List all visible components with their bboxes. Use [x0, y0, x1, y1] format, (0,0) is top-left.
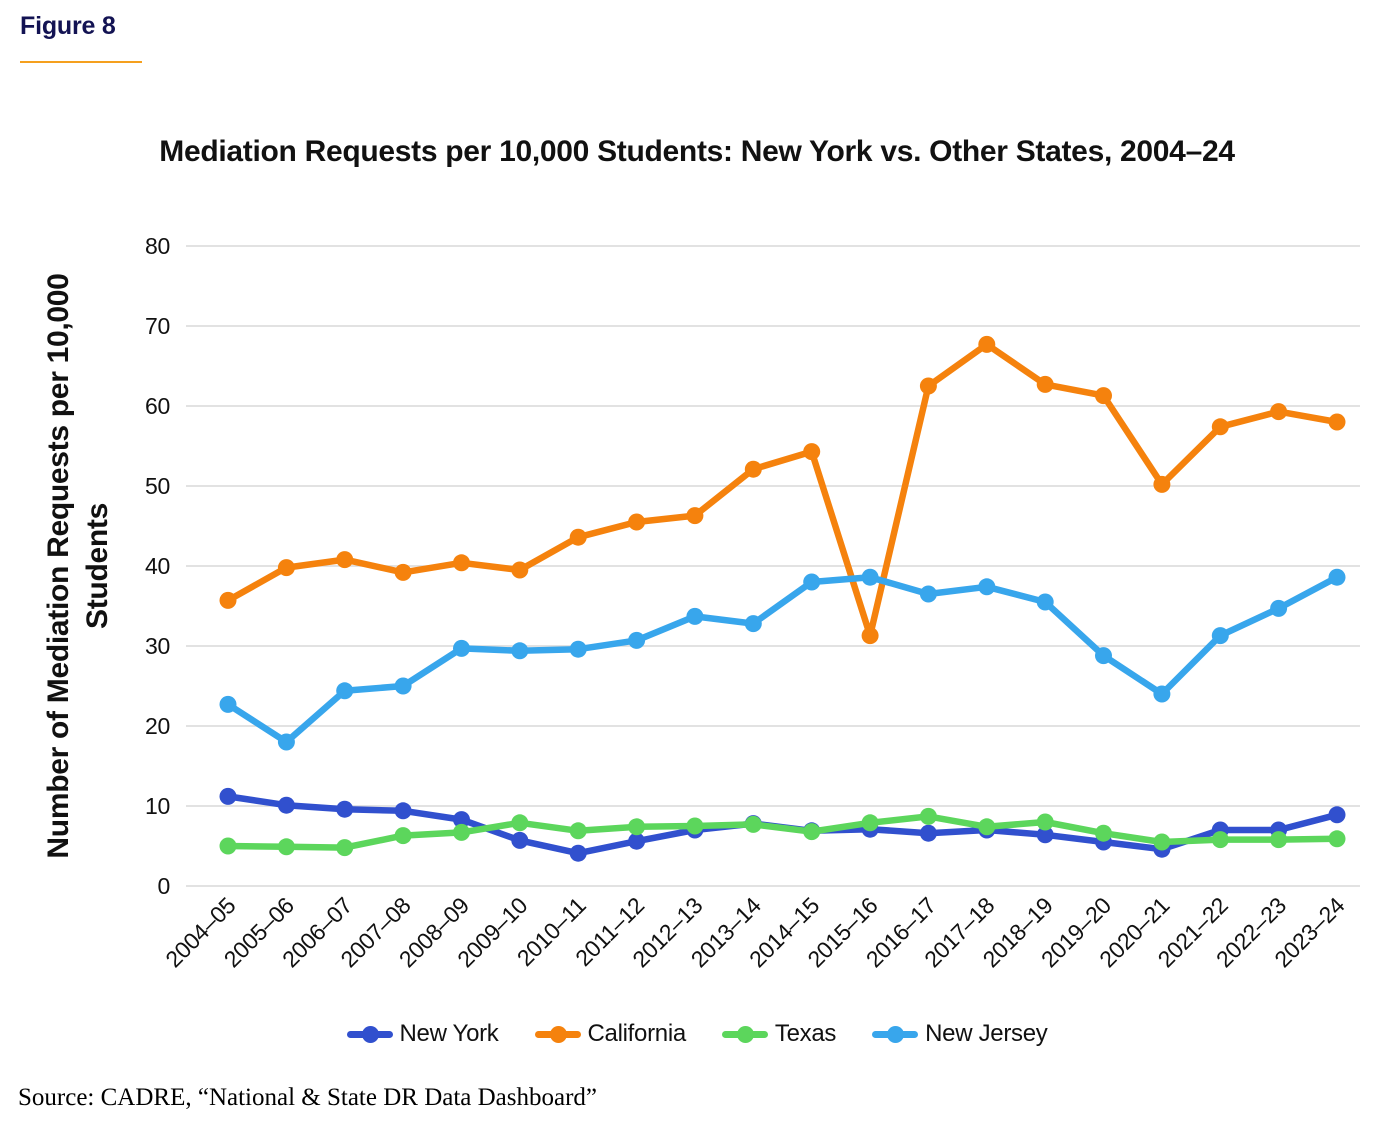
data-point-california-2: [336, 551, 353, 568]
data-point-california-17: [1212, 418, 1229, 435]
source-note: Source: CADRE, “National & State DR Data Dashboard”: [18, 1084, 598, 1111]
y-axis-title: Number of Mediation Requests per 10,000 Students: [42, 273, 114, 859]
series-line-texas: [228, 816, 1337, 847]
y-tick-label-20: 20: [145, 713, 170, 739]
data-point-california-7: [628, 514, 645, 531]
legend-swatch-texas: [722, 1031, 768, 1038]
data-point-texas-13: [978, 818, 995, 835]
data-point-texas-19: [1329, 830, 1346, 847]
legend-label-texas: Texas: [774, 1020, 837, 1047]
data-point-california-19: [1329, 414, 1346, 431]
figure-label: Figure 8: [20, 12, 116, 40]
x-tick-label-2009-10: 2009–10: [452, 892, 533, 973]
x-tick-label-2021-22: 2021–22: [1152, 892, 1233, 973]
x-tick-label-2012-13: 2012–13: [627, 892, 708, 973]
data-point-texas-5: [511, 814, 528, 831]
y-tick-label-70: 70: [145, 313, 170, 339]
data-point-new-york-6: [570, 845, 587, 862]
legend-marker-dot-new-jersey: [887, 1026, 904, 1043]
x-tick-label-2007-08: 2007–08: [335, 892, 416, 973]
x-tick-label-2018-19: 2018–19: [977, 892, 1058, 973]
data-point-new-jersey-6: [570, 641, 587, 658]
data-point-california-16: [1153, 476, 1170, 493]
x-tick-label-2005-06: 2005–06: [218, 892, 299, 973]
y-tick-label-0: 0: [157, 873, 170, 899]
data-point-texas-11: [862, 814, 879, 831]
data-point-new-jersey-11: [862, 569, 879, 586]
data-point-texas-12: [920, 808, 937, 825]
data-point-texas-14: [1037, 814, 1054, 831]
data-point-texas-7: [628, 818, 645, 835]
x-tick-label-2023-24: 2023–24: [1269, 892, 1350, 973]
data-point-new-york-2: [336, 801, 353, 818]
data-point-california-11: [862, 627, 879, 644]
x-tick-label-2004-05: 2004–05: [160, 892, 241, 973]
data-point-california-18: [1270, 403, 1287, 420]
data-point-california-5: [511, 562, 528, 579]
x-tick-label-2016-17: 2016–17: [860, 892, 941, 973]
data-point-new-jersey-12: [920, 586, 937, 603]
chart-title: Mediation Requests per 10,000 Students: New York vs. Other States, 2004–24: [159, 135, 1235, 168]
legend-item-new-york: [347, 1020, 499, 1048]
data-point-new-jersey-2: [336, 682, 353, 699]
legend-marker-dot-texas: [737, 1026, 754, 1043]
y-tick-label-10: 10: [145, 793, 170, 819]
data-point-california-4: [453, 554, 470, 571]
x-tick-label-2014-15: 2014–15: [743, 892, 825, 973]
data-point-new-jersey-7: [628, 632, 645, 649]
data-point-new-york-19: [1329, 806, 1346, 823]
data-point-new-jersey-17: [1212, 627, 1229, 644]
data-point-texas-18: [1270, 831, 1287, 848]
data-point-texas-9: [745, 816, 762, 833]
x-tick-label-2015-16: 2015–16: [802, 892, 883, 973]
data-point-california-9: [745, 461, 762, 478]
data-point-new-jersey-9: [745, 615, 762, 632]
legend-item-california: [535, 1020, 686, 1048]
data-point-new-jersey-19: [1329, 569, 1346, 586]
data-point-new-jersey-16: [1153, 686, 1170, 703]
legend-label-california: California: [587, 1020, 686, 1047]
legend-swatch-new-york: [347, 1031, 393, 1038]
x-tick-label-2020-21: 2020–21: [1094, 892, 1175, 973]
data-point-new-jersey-3: [395, 678, 412, 695]
data-point-new-jersey-8: [686, 608, 703, 625]
data-point-new-jersey-5: [511, 642, 528, 659]
y-tick-label-80: 80: [145, 233, 170, 259]
data-point-texas-4: [453, 824, 470, 841]
data-point-texas-16: [1153, 834, 1170, 851]
data-point-new-jersey-0: [220, 696, 237, 713]
data-point-new-jersey-1: [278, 734, 295, 751]
series-line-new-jersey: [228, 577, 1337, 742]
data-point-california-12: [920, 378, 937, 395]
data-point-california-10: [803, 443, 820, 460]
data-point-new-york-12: [920, 825, 937, 842]
x-tick-label-2022-23: 2022–23: [1210, 892, 1292, 973]
data-point-texas-2: [336, 839, 353, 856]
series-line-california: [228, 344, 1337, 635]
data-point-california-8: [686, 507, 703, 524]
data-point-texas-0: [220, 838, 237, 855]
data-point-california-1: [278, 559, 295, 576]
legend-label-new-york: New York: [399, 1020, 499, 1047]
x-tick-label-2008-09: 2008–09: [393, 892, 475, 973]
x-tick-label-2019-20: 2019–20: [1035, 892, 1117, 973]
x-tick-label-2017-18: 2017–18: [919, 892, 1000, 973]
x-tick-label-2010-11: 2010–11: [511, 892, 591, 972]
data-point-texas-10: [803, 823, 820, 840]
legend-item-texas: [722, 1020, 836, 1048]
data-point-new-york-5: [511, 832, 528, 849]
x-tick-label-2011-12: 2011–12: [570, 892, 650, 972]
y-tick-label-60: 60: [145, 393, 170, 419]
data-point-new-york-0: [220, 788, 237, 805]
data-point-california-0: [220, 592, 237, 609]
x-tick-label-2006-07: 2006–07: [277, 892, 358, 973]
data-point-new-jersey-4: [453, 640, 470, 657]
legend-label-new-jersey: New Jersey: [925, 1020, 1048, 1047]
y-tick-label-50: 50: [145, 473, 170, 499]
data-point-california-14: [1037, 376, 1054, 393]
data-point-new-jersey-13: [978, 578, 995, 595]
data-point-texas-8: [686, 818, 703, 835]
chart-legend: [0, 1014, 1394, 1054]
data-point-texas-3: [395, 827, 412, 844]
legend-swatch-new-jersey: [872, 1031, 918, 1038]
data-point-new-york-1: [278, 797, 295, 814]
y-tick-label-40: 40: [145, 553, 170, 579]
data-point-texas-1: [278, 838, 295, 855]
legend-item-new-jersey: [872, 1020, 1047, 1048]
data-point-california-15: [1095, 387, 1112, 404]
legend-marker-dot-new-york: [362, 1026, 379, 1043]
data-point-new-jersey-15: [1095, 647, 1112, 664]
data-point-new-jersey-14: [1037, 594, 1054, 611]
data-point-texas-6: [570, 822, 587, 839]
y-tick-label-30: 30: [145, 633, 170, 659]
data-point-new-jersey-18: [1270, 600, 1287, 617]
data-point-new-jersey-10: [803, 574, 820, 591]
data-point-california-6: [570, 529, 587, 546]
data-point-texas-15: [1095, 825, 1112, 842]
data-point-california-3: [395, 564, 412, 581]
data-point-california-13: [978, 336, 995, 353]
data-point-texas-17: [1212, 831, 1229, 848]
legend-swatch-california: [535, 1031, 581, 1038]
data-point-new-york-3: [395, 802, 412, 819]
x-tick-label-2013-14: 2013–14: [685, 892, 766, 973]
legend-marker-dot-california: [550, 1026, 567, 1043]
